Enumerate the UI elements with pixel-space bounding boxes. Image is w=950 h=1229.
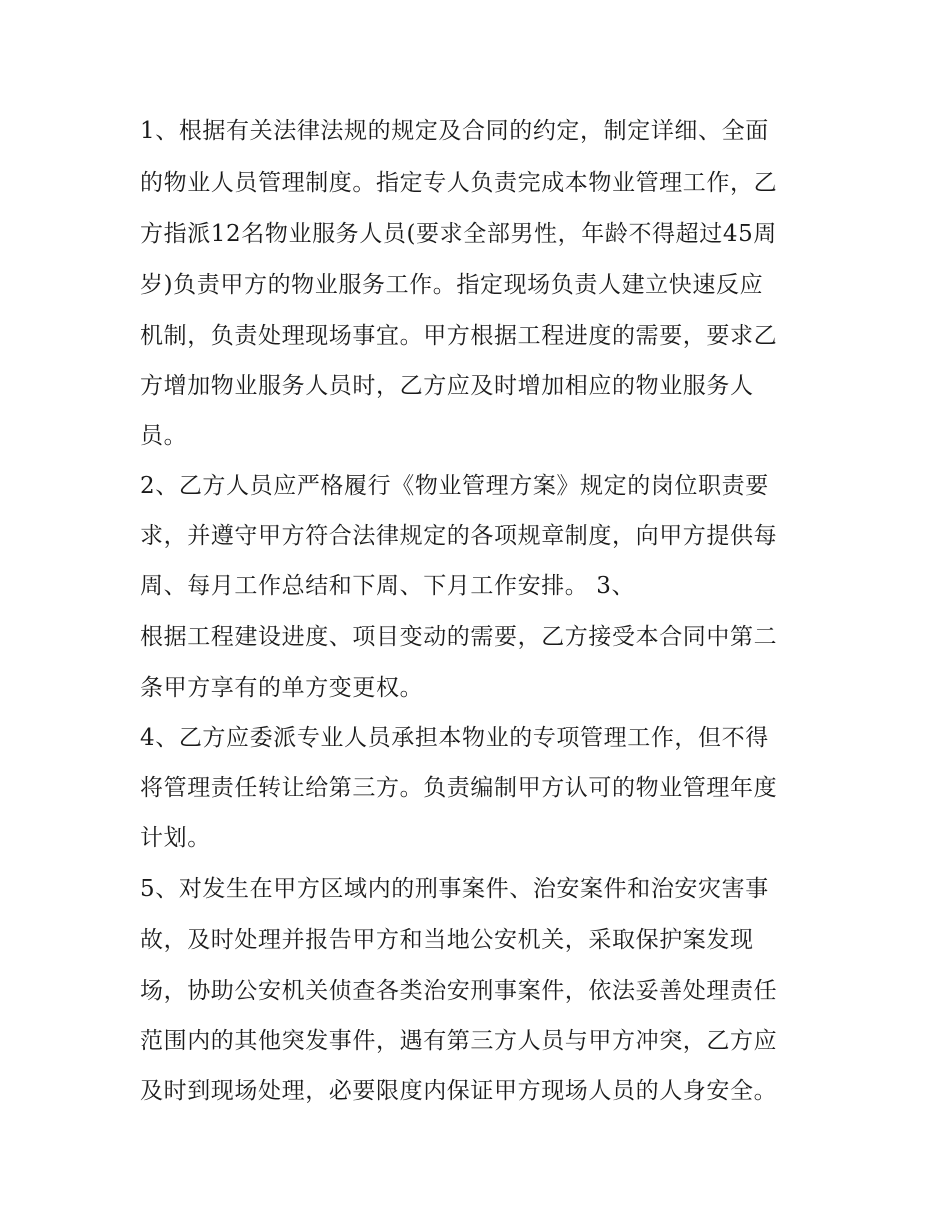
text-line: 机制，负责处理现场事宜。甲方根据工程进度的需要，要求乙 <box>140 323 778 349</box>
text-line: 岁)负责甲方的物业服务工作。指定现场负责人建立快速反应 <box>140 272 764 298</box>
text-line: 方增加物业服务人员时，乙方应及时增加相应的物业服务人 <box>140 373 754 399</box>
text-line: 的物业人员管理制度。指定专人负责完成本物业管理工作，乙 <box>140 170 778 196</box>
text-line: 故，及时处理并报告甲方和当地公安机关，采取保护案发现 <box>140 927 754 953</box>
text-line: 5、对发生在甲方区域内的刑事案件、治安案件和治安灾害事 <box>140 876 769 902</box>
text-line: 根据工程建设进度、项目变动的需要，乙方接受本合同中第二 <box>140 624 778 650</box>
text-line: 员。 <box>140 423 188 449</box>
text-line: 1、根据有关法律法规的规定及合同的约定，制定详细、全面 <box>140 118 769 144</box>
text-line: 求，并遵守甲方符合法律规定的各项规章制度，向甲方提供每 <box>140 523 778 549</box>
text-line: 4、乙方应委派专业人员承担本物业的专项管理工作，但不得 <box>140 725 769 751</box>
text-line: 2、乙方人员应严格履行《物业管理方案》规定的岗位职责要 <box>140 473 769 499</box>
text-line: 场，协助公安机关侦查各类治安刑事案件，依法妥善处理责任 <box>140 978 778 1004</box>
text-line: 周、每月工作总结和下周、下月工作安排。 3、 <box>140 573 636 599</box>
text-line: 及时到现场处理，必要限度内保证甲方现场人员的人身安全。 <box>140 1078 778 1104</box>
text-line: 条甲方享有的单方变更权。 <box>140 675 424 701</box>
text-line: 计划。 <box>140 825 211 851</box>
text-line: 范围内的其他突发事件，遇有第三方人员与甲方冲突，乙方应 <box>140 1028 778 1054</box>
text-line: 方指派12名物业服务人员(要求全部男性，年龄不得超过45周 <box>140 221 777 247</box>
text-line: 将管理责任转让给第三方。负责编制甲方认可的物业管理年度 <box>140 775 778 801</box>
